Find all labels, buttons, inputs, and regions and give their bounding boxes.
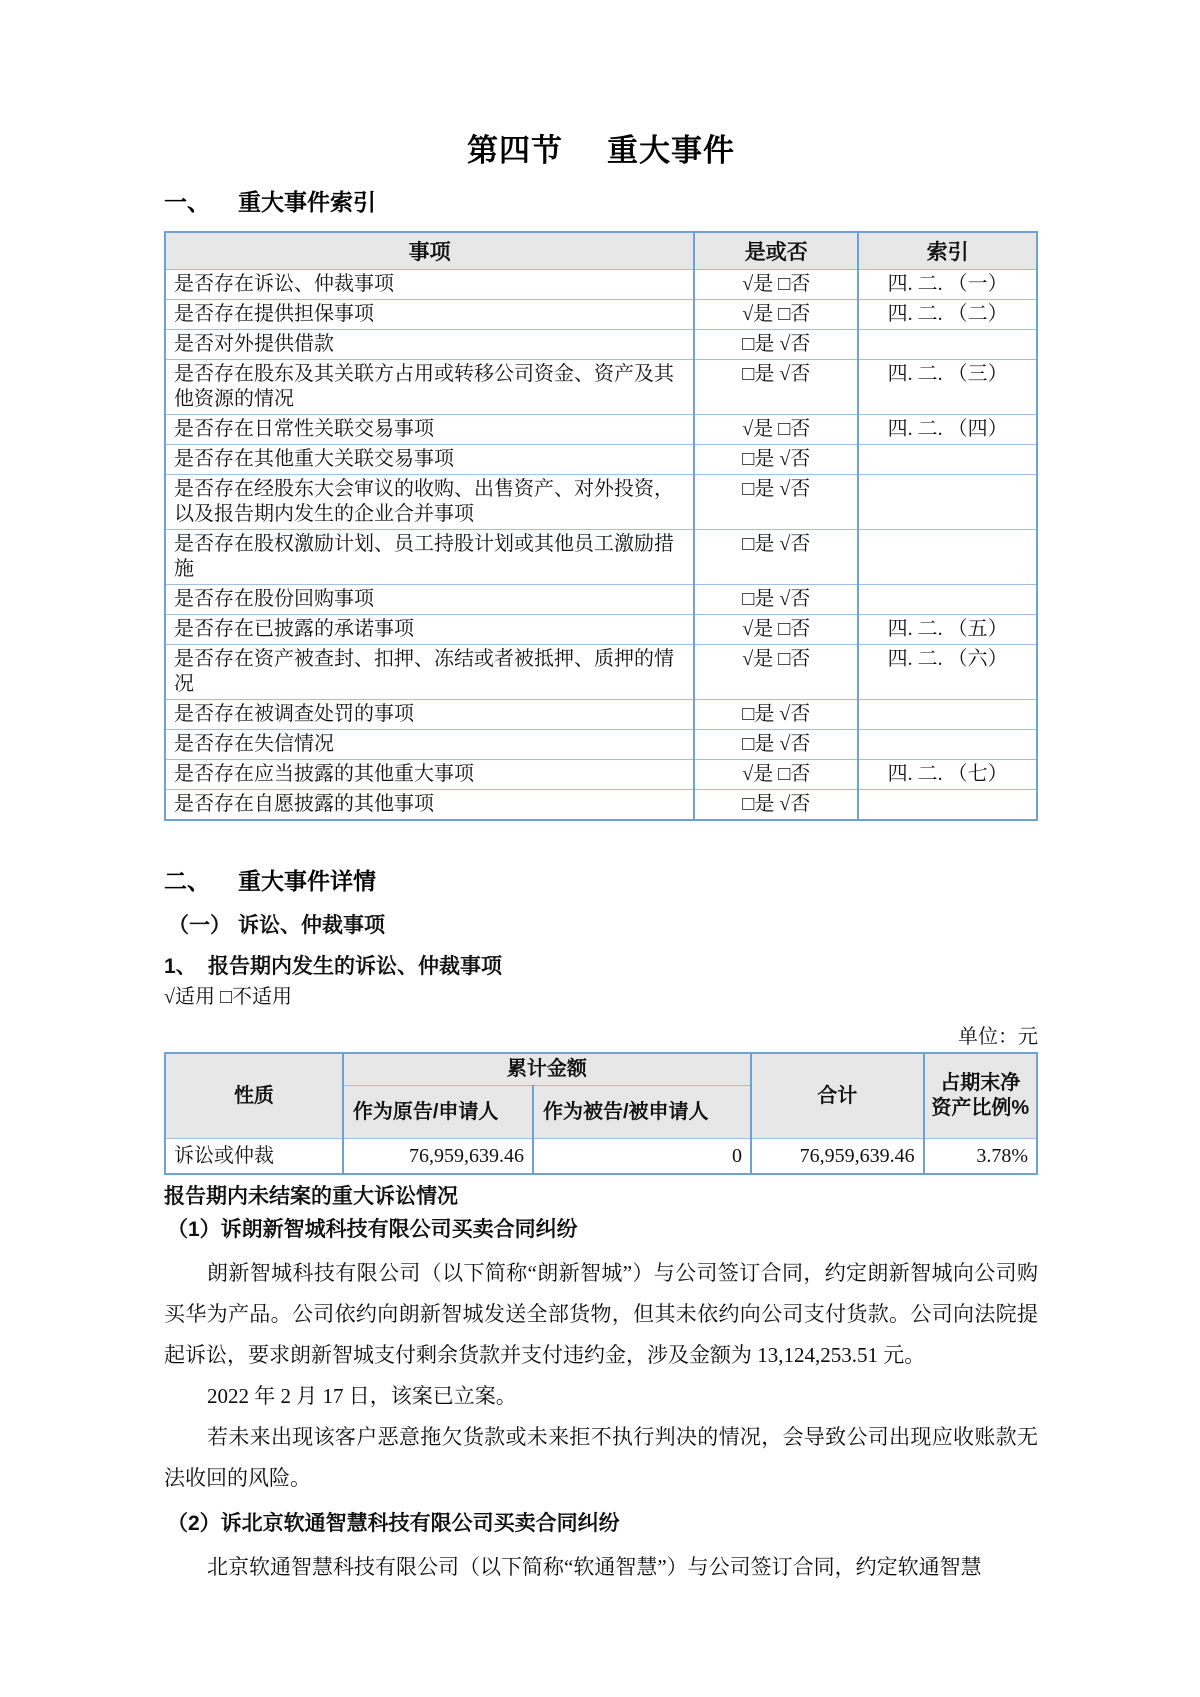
case1-paragraph-1: 朗新智城科技有限公司（以下简称“朗新智城”）与公司签订合同，约定朗新智城向公司购买华为产品。公司依约向朗新智城发送全部货物，但其未依约向公司支付货款。公司向法院提起诉讼，要求朗新智城支付剩余货款并支付违约金，涉及金额为 13,124,253.51 元。 bbox=[164, 1261, 1038, 1367]
column-header-net-asset-ratio: 占期末净资产比例% bbox=[924, 1053, 1037, 1139]
heading-label: 报告期内发生的诉讼、仲裁事项 bbox=[208, 955, 502, 978]
case1-paragraph-2: 2022 年 2 月 17 日，该案已立案。 bbox=[207, 1384, 517, 1408]
table-row bbox=[165, 585, 1037, 615]
table-row bbox=[165, 790, 1037, 821]
heading-label: 诉讼、仲裁事项 bbox=[238, 914, 385, 937]
table-row bbox=[165, 360, 1037, 415]
index-ref-cell bbox=[858, 530, 1037, 585]
item-cell: 是否存在其他重大关联交易事项 bbox=[165, 445, 694, 475]
item-cell: 是否存在被调查处罚的事项 bbox=[165, 700, 694, 730]
column-header-total: 合计 bbox=[751, 1053, 924, 1139]
table-row bbox=[165, 530, 1037, 585]
item-cell: 是否存在提供担保事项 bbox=[165, 300, 694, 330]
yes-no-cell: √是 □否 bbox=[694, 645, 858, 700]
heading-label: 重大事件索引 bbox=[238, 189, 376, 215]
yes-no-cell: □是 √否 bbox=[694, 730, 858, 760]
yes-no-cell: □是 √否 bbox=[694, 700, 858, 730]
nature-cell: 诉讼或仲裁 bbox=[165, 1139, 343, 1175]
item-cell: 是否存在股权激励计划、员工持股计划或其他员工激励措施 bbox=[165, 530, 694, 585]
yes-no-cell: □是 √否 bbox=[694, 330, 858, 360]
pending-lawsuits-heading: 报告期内未结案的重大诉讼情况 bbox=[164, 1185, 458, 1208]
column-header-nature: 性质 bbox=[165, 1053, 343, 1139]
lawsuit-table-header-row-1 bbox=[165, 1053, 1037, 1086]
table-row bbox=[165, 700, 1037, 730]
index-table-header-row bbox=[165, 232, 1037, 270]
yes-no-cell: □是 √否 bbox=[694, 360, 858, 415]
table-row bbox=[165, 760, 1037, 790]
heading-litigation-arbitration bbox=[164, 913, 1038, 939]
yes-no-cell: □是 √否 bbox=[694, 475, 858, 530]
item-cell: 是否存在日常性关联交易事项 bbox=[165, 415, 694, 445]
index-ref-cell bbox=[858, 445, 1037, 475]
page-title-section-number: 第四节 bbox=[467, 133, 563, 168]
table-row bbox=[165, 445, 1037, 475]
index-ref-cell: 四. 二. （四） bbox=[858, 415, 1037, 445]
column-header-index: 索引 bbox=[858, 232, 1037, 270]
item-cell: 是否存在自愿披露的其他事项 bbox=[165, 790, 694, 821]
item-cell: 是否存在应当披露的其他重大事项 bbox=[165, 760, 694, 790]
unit-label: 单位：元 bbox=[958, 1026, 1038, 1048]
heading-number: 一、 bbox=[164, 189, 210, 215]
heading-number: 1、 bbox=[164, 955, 197, 978]
yes-no-cell: □是 √否 bbox=[694, 585, 858, 615]
item-cell: 是否存在失信情况 bbox=[165, 730, 694, 760]
applicable-checkbox-line: √适用 □不适用 bbox=[164, 986, 293, 1008]
lawsuit-amount-table bbox=[164, 1052, 1038, 1175]
index-ref-cell: 四. 二. （七） bbox=[858, 760, 1037, 790]
heading-major-events-details bbox=[164, 867, 1038, 895]
index-ref-cell bbox=[858, 585, 1037, 615]
column-header-as-defendant: 作为被告/被申请人 bbox=[533, 1086, 751, 1139]
heading-label: 重大事件详情 bbox=[238, 868, 376, 894]
item-cell: 是否存在股东及其关联方占用或转移公司资金、资产及其他资源的情况 bbox=[165, 360, 694, 415]
item-cell: 是否存在经股东大会审议的收购、出售资产、对外投资，以及报告期内发生的企业合并事项 bbox=[165, 475, 694, 530]
item-cell: 是否存在资产被查封、扣押、冻结或者被抵押、质押的情况 bbox=[165, 645, 694, 700]
column-header-item: 事项 bbox=[165, 232, 694, 270]
column-header-yes-no: 是或否 bbox=[694, 232, 858, 270]
table-row bbox=[165, 270, 1037, 300]
item-cell: 是否对外提供借款 bbox=[165, 330, 694, 360]
case1-paragraph-3: 若未来出现该客户恶意拖欠货款或未来拒不执行判决的情况，会导致公司出现应收账款无法收回的风险。 bbox=[164, 1425, 1038, 1490]
index-ref-cell: 四. 二. （一） bbox=[858, 270, 1037, 300]
yes-no-cell: √是 □否 bbox=[694, 615, 858, 645]
table-row bbox=[165, 645, 1037, 700]
net-asset-ratio-cell: 3.78% bbox=[924, 1139, 1037, 1175]
index-ref-cell bbox=[858, 700, 1037, 730]
index-ref-cell bbox=[858, 730, 1037, 760]
case2-paragraph-1: 北京软通智慧科技有限公司（以下简称“软通智慧”）与公司签订合同，约定软通智慧 bbox=[207, 1555, 982, 1579]
case2-title: （2）诉北京软通智慧科技有限公司买卖合同纠纷 bbox=[167, 1512, 620, 1535]
table-row bbox=[165, 615, 1037, 645]
yes-no-cell: □是 √否 bbox=[694, 530, 858, 585]
column-header-cumulative-amount: 累计金额 bbox=[343, 1053, 751, 1086]
yes-no-cell: □是 √否 bbox=[694, 445, 858, 475]
heading-number: 二、 bbox=[164, 868, 210, 894]
total-amount-cell: 76,959,639.46 bbox=[751, 1139, 924, 1175]
table-row bbox=[165, 300, 1037, 330]
yes-no-cell: □是 √否 bbox=[694, 790, 858, 821]
major-events-index-table bbox=[164, 231, 1038, 821]
column-header-as-plaintiff: 作为原告/申请人 bbox=[343, 1086, 533, 1139]
item-cell: 是否存在已披露的承诺事项 bbox=[165, 615, 694, 645]
as-defendant-amount-cell: 0 bbox=[533, 1139, 751, 1175]
heading-litigation-in-period bbox=[164, 954, 1038, 980]
item-cell: 是否存在股份回购事项 bbox=[165, 585, 694, 615]
page-title bbox=[164, 132, 1038, 170]
table-row bbox=[165, 475, 1037, 530]
table-row bbox=[165, 415, 1037, 445]
table-row bbox=[165, 730, 1037, 760]
table-row bbox=[165, 1139, 1037, 1175]
yes-no-cell: √是 □否 bbox=[694, 415, 858, 445]
page-title-text: 重大事件 bbox=[607, 133, 735, 168]
index-ref-cell: 四. 二. （五） bbox=[858, 615, 1037, 645]
yes-no-cell: √是 □否 bbox=[694, 300, 858, 330]
yes-no-cell: √是 □否 bbox=[694, 760, 858, 790]
index-ref-cell bbox=[858, 330, 1037, 360]
table-row bbox=[165, 330, 1037, 360]
heading-number: （一） bbox=[168, 914, 231, 937]
index-ref-cell: 四. 二. （六） bbox=[858, 645, 1037, 700]
yes-no-cell: √是 □否 bbox=[694, 270, 858, 300]
as-plaintiff-amount-cell: 76,959,639.46 bbox=[343, 1139, 533, 1175]
item-cell: 是否存在诉讼、仲裁事项 bbox=[165, 270, 694, 300]
index-ref-cell bbox=[858, 790, 1037, 821]
heading-major-events-index bbox=[164, 188, 1038, 216]
index-ref-cell: 四. 二. （三） bbox=[858, 360, 1037, 415]
case1-title: （1）诉朗新智城科技有限公司买卖合同纠纷 bbox=[167, 1218, 578, 1241]
index-ref-cell bbox=[858, 475, 1037, 530]
index-ref-cell: 四. 二. （二） bbox=[858, 300, 1037, 330]
